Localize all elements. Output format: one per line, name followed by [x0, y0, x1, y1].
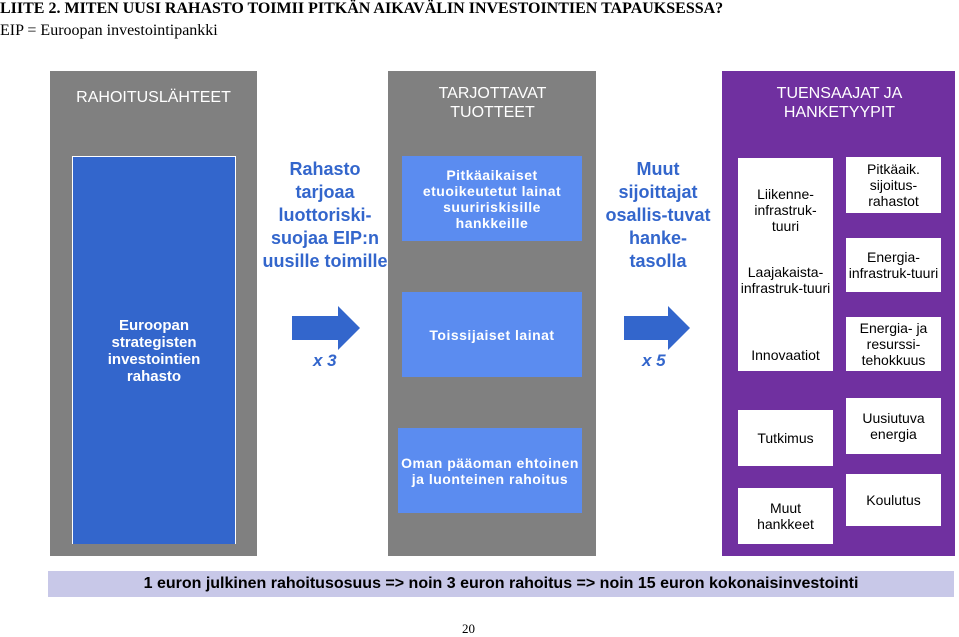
project-type-broadband: Laajakaista-infrastruk-tuuri [738, 252, 833, 307]
project-type-education: Koulutus [846, 474, 941, 526]
project-type-long-term-funds: Pitkäaik. sijoitus-rahastot [846, 157, 941, 213]
page-number: 20 [462, 621, 475, 636]
page-subtitle: EIP = Euroopan investointipankki [0, 22, 218, 39]
multiplier-2: x 5 [642, 351, 666, 370]
project-type-innovation: Innovaatiot [738, 340, 833, 370]
guarantee-text: Rahasto tarjoaa luottoriski-suojaa EIP:n uusille toimille [262, 159, 388, 271]
footer-summary: 1 euron julkinen rahoitusosuus => noin 3 euron rahoitus => noin 15 euron kokonaisinvestointi [48, 571, 954, 597]
arrow-right-icon [624, 306, 690, 350]
investors-text: Muut sijoittajat osallis-tuvat hanke-tasolla [605, 159, 711, 271]
header-beneficiaries: TUENSAAJAT JA HANKETYYPIT [776, 85, 903, 121]
project-type-research: Tutkimus [738, 410, 833, 466]
product-subordinated-loans: Toissijaiset lainat [402, 292, 582, 377]
fund-box: Euroopan strategisten investointien rahasto [73, 157, 235, 544]
header-sources: RAHOITUSLÄHTEET [76, 88, 231, 106]
page-title: LIITE 2. MITEN UUSI RAHASTO TOIMII PITKÄN AIKAVÄLIN INVESTOINTIEN TAPAUKSESSA? [0, 0, 724, 17]
multiplier-1: x 3 [313, 351, 337, 370]
project-type-energy-infra: Energia-infrastruk-tuuri [846, 238, 941, 292]
product-senior-loans: Pitkäaikaiset etuoikeutetut lainat suuririskisille hankkeille [402, 156, 582, 241]
project-type-transport: Liikenne-infrastruk-tuuri [738, 180, 833, 240]
project-type-energy-efficiency: Energia- ja resurssi-tehokkuus [846, 317, 941, 371]
project-type-renewable: Uusiutuva energia [846, 398, 941, 454]
product-equity: Oman pääoman ehtoinen ja luonteinen rahoitus [398, 428, 582, 513]
header-products: TARJOTTAVAT TUOTTEET [438, 85, 547, 121]
project-type-other: Muut hankkeet [738, 488, 833, 544]
arrow-right-icon [292, 306, 360, 350]
